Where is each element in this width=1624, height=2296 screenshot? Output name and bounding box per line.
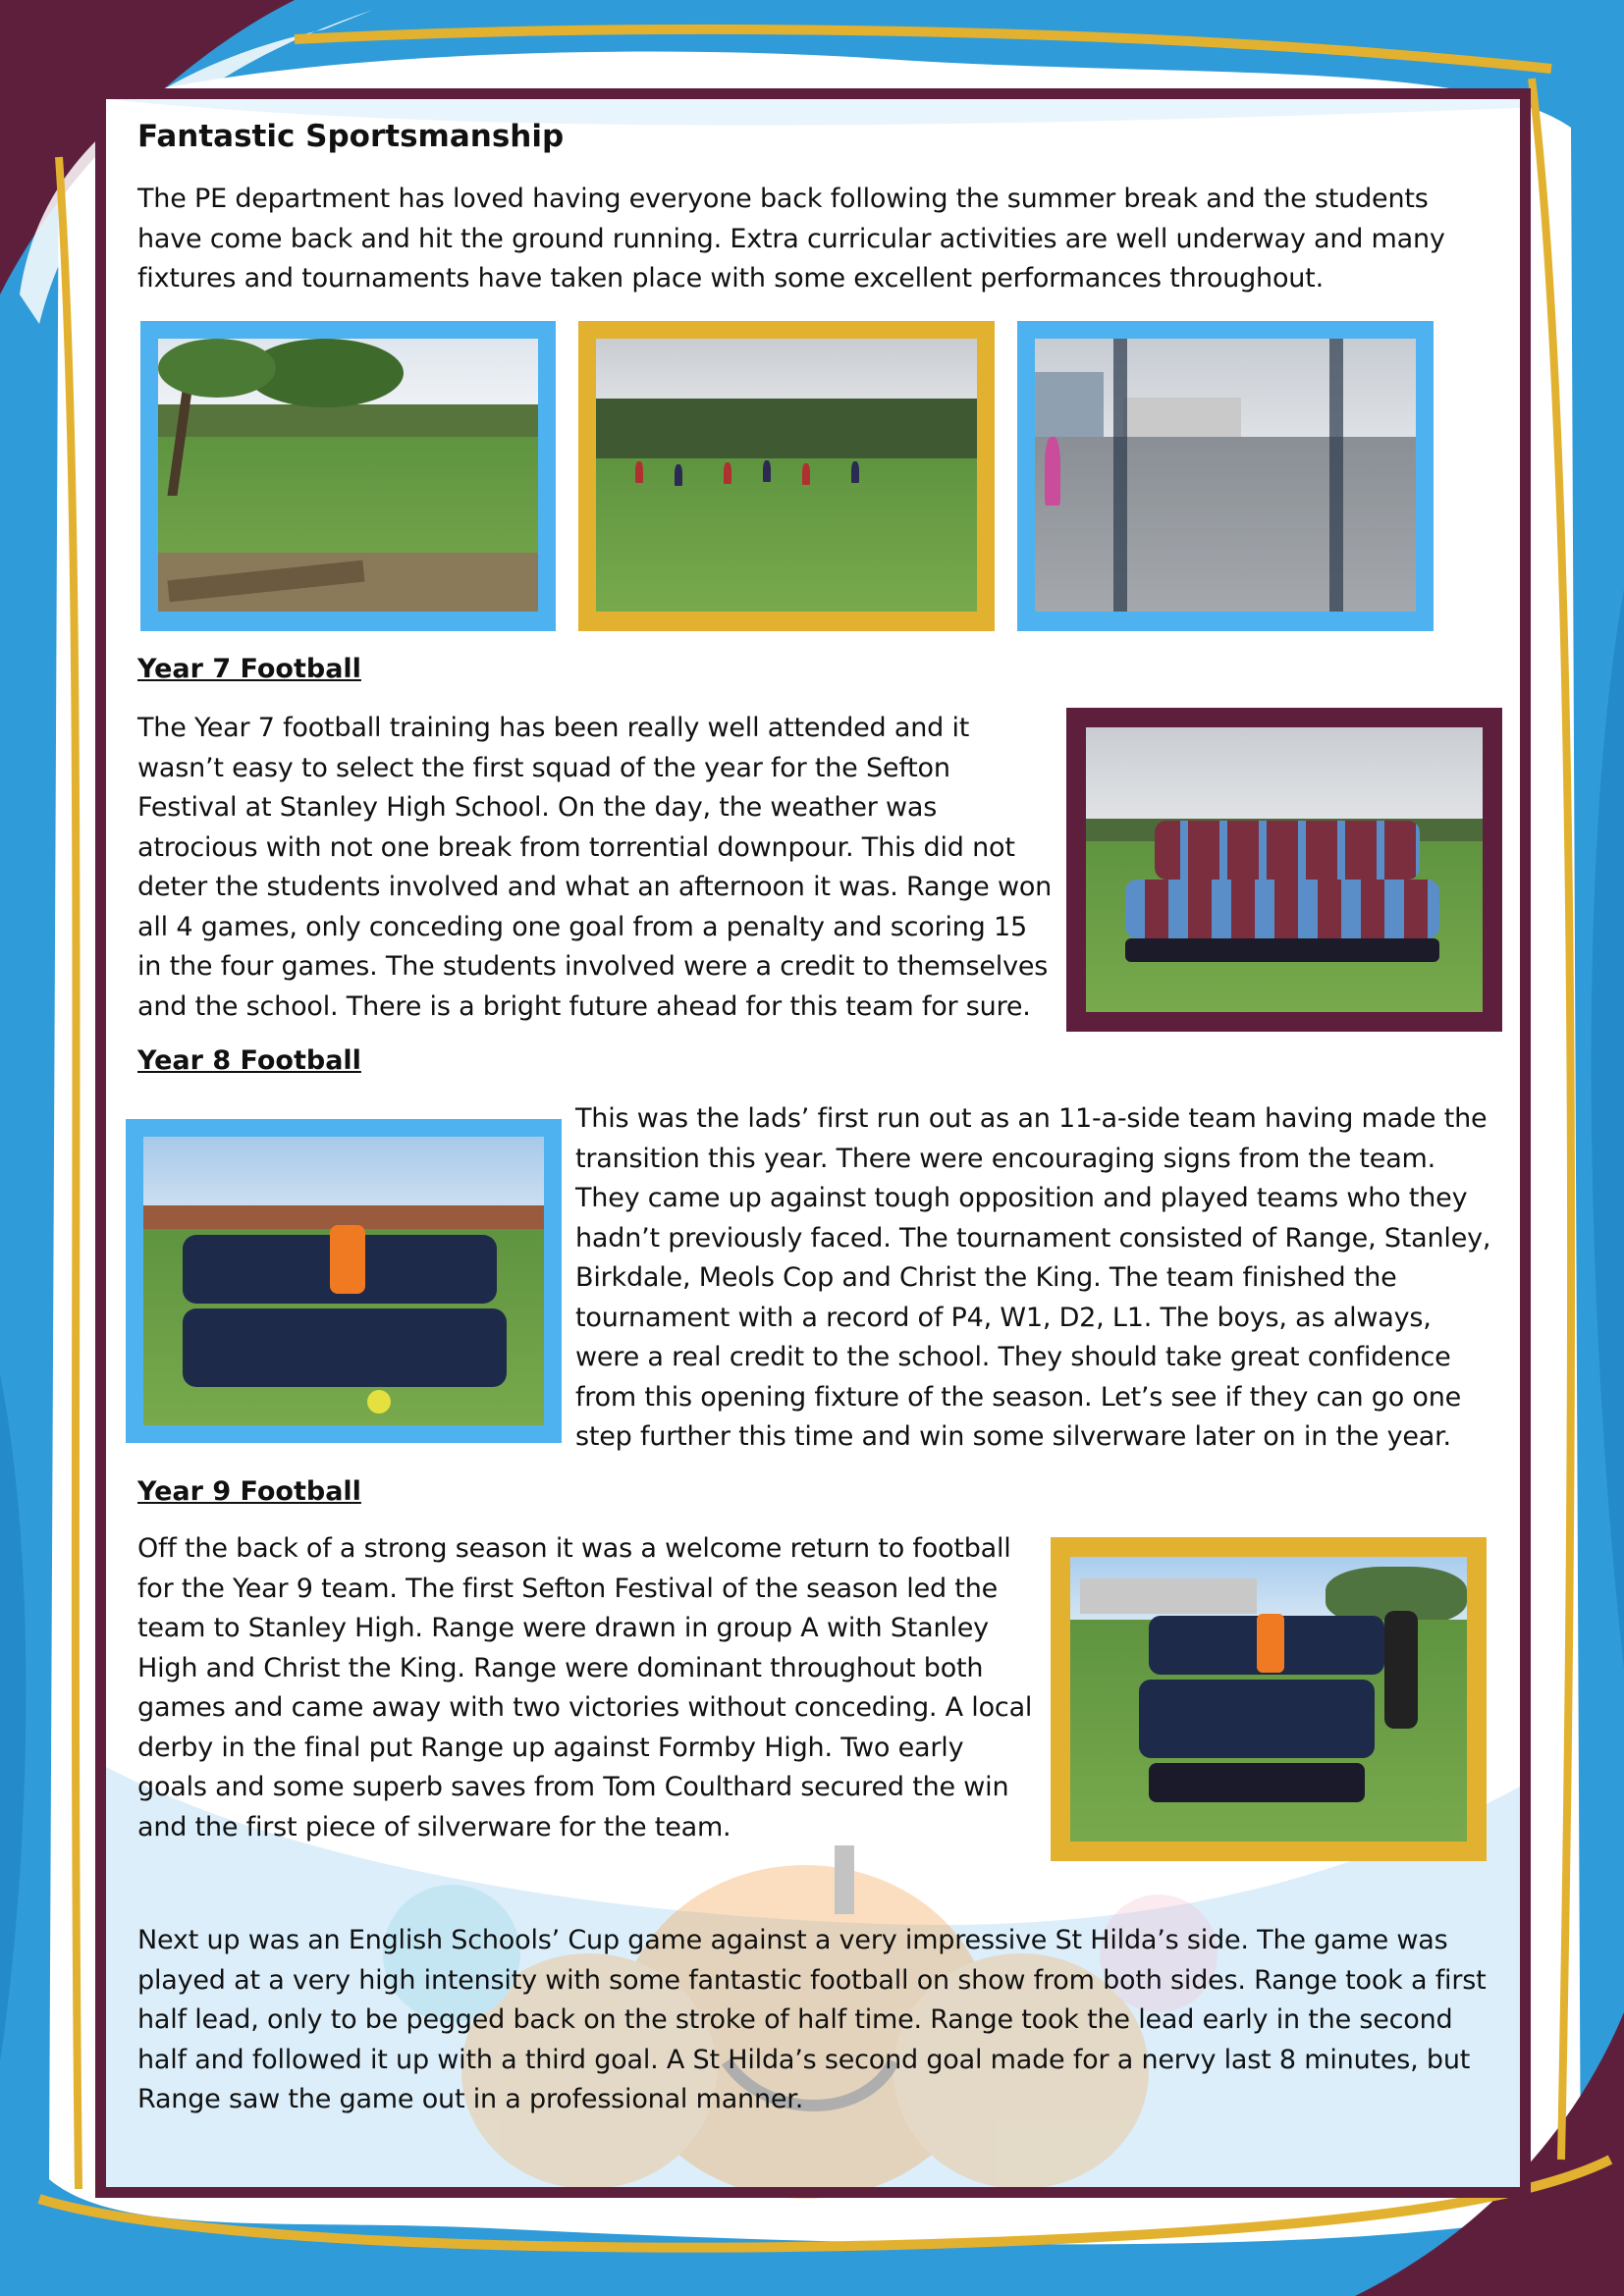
year8-heading: Year 8 Football bbox=[137, 1045, 361, 1076]
page-title: Fantastic Sportsmanship bbox=[137, 119, 565, 154]
photo-year9-team bbox=[1051, 1537, 1487, 1861]
photo-pe-field-match bbox=[578, 321, 995, 631]
year8-paragraph: This was the lads’ first run out as an 11-a-side team having made the transition this year. There were encouraging signs from the team. They came up against tough opposition and played teams who they hadn’t previously faced. The tournament consisted of Range, Stanley, Birkdale, Meols Cop and Christ the King. The team finished the tournament with a record of P4, W1, D2, L1. The boys, as always, were a real credit to the school. They should take great confidence from this opening fixture of the season. Let’s see if they can go one step further this time and win some silverware later on in the year. bbox=[575, 1103, 1491, 1452]
intro-paragraph: The PE department has loved having everyone back following the summer break and the students have come back and hit the ground running. Extra curricular activities are well underway and many fixtures and tournaments have taken place with some excellent performances throughout. bbox=[137, 184, 1445, 294]
photo-year8-team bbox=[126, 1119, 562, 1443]
year7-heading: Year 7 Football bbox=[137, 654, 361, 684]
photo-pe-field-trees bbox=[140, 321, 556, 631]
photo-pe-court-netball bbox=[1017, 321, 1434, 631]
year9-heading: Year 9 Football bbox=[137, 1476, 361, 1507]
photo-year7-team bbox=[1066, 708, 1502, 1032]
year7-paragraph: The Year 7 football training has been really well attended and it wasn’t easy to select the first squad of the year for the Sefton Festival at Stanley High School. On the day, the weather was atrocious with not one break from torrential downpour. This did not deter the students involved and what an afternoon it was. Range won all 4 games, only conceding one goal from a penalty and scoring 15 in the four games. The students involved were a credit to themselves and the school. There is a bright future ahead for this team for sure. bbox=[137, 713, 1053, 1022]
year9-paragraph: Off the back of a strong season it was a welcome return to football for the Year 9 team. The first Sefton Festival of the season led the team to Stanley High. Range were drawn in group A with Stanley High and Christ the King. Range were dominant throughout both games and came away with two victories without conceding. A local derby in the final put Range up against Formby High. Two early goals and some superb saves from Tom Coulthard secured the win and the first piece of silverware for the team. bbox=[137, 1533, 1033, 1842]
year9-paragraph-2: Next up was an English Schools’ Cup game against a very impressive St Hilda’s side. The game was played at a very high intensity with some fantastic football on show from both sides. Range took a first half lead, only to be pegged back on the stroke of half time. Range took the lead early in the second half and followed it up with a third goal. A St Hilda’s second goal made for a nervy last 8 minutes, but Range saw the game out in a professional manner. bbox=[137, 1925, 1487, 2114]
